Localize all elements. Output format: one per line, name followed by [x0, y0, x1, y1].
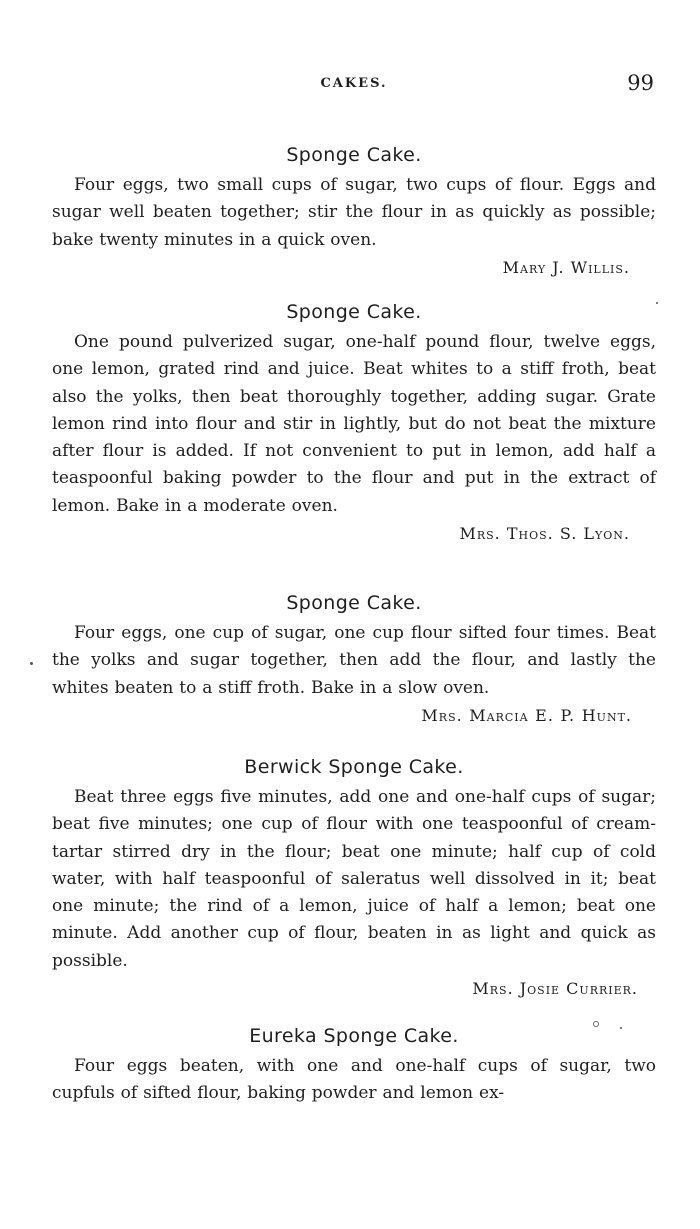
running-head: [52, 72, 656, 98]
recipe-author: Mary J. Willis.: [502, 257, 630, 277]
recipe-body-text: Four eggs, one cup of sugar, one cup flour sifted four times. Beat the yolks and sugar together, then add the flour, and lastly the whites beaten to a stiff froth. Bake in a slow oven.: [52, 623, 656, 698]
recipe-title: Berwick Sponge Cake.: [244, 756, 464, 778]
recipe-body: Four eggs beaten, with one and one-half cups of sugar, two cupfuls of sifted flour, baking powder and lemon ex-: [52, 1056, 656, 1104]
recipe-body: Four eggs, two small cups of sugar, two cups of flour. Eggs and sugar well beaten together; stir the flour in as quickly as possible; bake twenty minutes in a quick oven.: [52, 175, 656, 250]
recipe-author: Mrs. Marcia E. P. Hunt.: [421, 705, 632, 725]
recipe-title: Sponge Cake.: [286, 144, 422, 166]
recipe-title: Eureka Sponge Cake.: [249, 1025, 459, 1047]
print-speck: [30, 662, 33, 665]
print-speck: [656, 302, 658, 304]
recipe-sponge-cake-1: [52, 140, 656, 281]
recipe-body: [52, 620, 656, 725]
recipe-author: Mrs. Thos. S. Lyon.: [459, 524, 630, 544]
print-speck: [593, 1021, 599, 1027]
running-title: CAKES.: [320, 76, 388, 91]
page-number: 99: [627, 71, 654, 95]
recipe-sponge-cake-2: [52, 297, 656, 547]
recipe-body: Beat three eggs five minutes, add one and one-half cups of sugar; beat five minutes; one cup of flour with one teaspoonful of cream-tartar stirred dry in the flour; beat one minute; half cup of cold water, with half teaspoonful of saleratus well dissolved in it; beat one minute; the rind of a lemon, juice of half a lemon; beat one minute. Add another cup of flour, beaten in as light and quick as possible.: [52, 787, 656, 971]
book-page: [52, 0, 656, 1229]
recipe-eureka-sponge-cake: [52, 1021, 656, 1108]
recipe-sponge-cake-3: [52, 588, 656, 729]
recipe-body: One pound pulverized sugar, one-half pound flour, twelve eggs, one lemon, grated rind and juice. Beat whites to a stiff froth, beat also the yolks, then beat thoroughly together, adding sugar. Grate lemon rind into flour and stir in lightly, but do not beat the mixture after flour is added. If not convenient to put in lemon, add half a teaspoonful baking powder to the flour and put in the extract of lemon. Bake in a moderate oven.: [52, 332, 656, 516]
print-speck: [620, 1027, 622, 1029]
recipe-berwick-sponge-cake: [52, 752, 656, 1002]
recipe-title: Sponge Cake.: [286, 592, 422, 614]
recipe-author: Mrs. Josie Currier.: [472, 979, 638, 999]
recipe-title: Sponge Cake.: [286, 301, 422, 323]
